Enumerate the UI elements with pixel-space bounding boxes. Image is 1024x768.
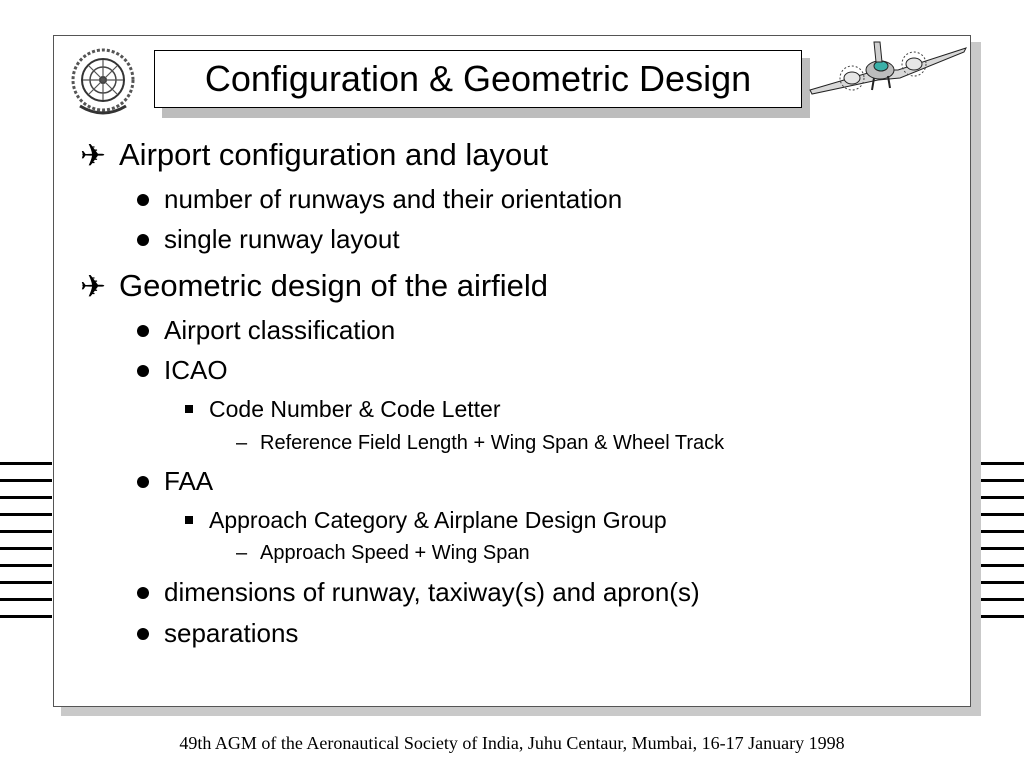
bullet-dot-icon [137,628,149,640]
bullet-square-icon [185,405,193,413]
outline-item [80,269,106,305]
outline-item-text: number of runways and their orientation [164,184,623,214]
dash-bullet-icon: – [236,542,248,564]
outline-item-text: Airport classification [164,315,396,345]
bullet-dot-icon [137,194,149,206]
slide-footer: 49th AGM of the Aeronautical Society of India, Juhu Centaur, Mumbai, 16-17 January 1998 [179,733,845,753]
dash-bullet-icon: – [236,432,248,454]
right-stripes-decoration [980,462,1024,632]
bullet-square-icon [185,516,193,524]
outline-item-text: single runway layout [164,224,400,254]
outline-item-text: Code Number & Code Letter [209,396,501,422]
slide-title: Configuration & Geometric Design [154,50,802,108]
outline-item-text: dimensions of runway, taxiway(s) and apron(s) [164,577,700,607]
bullet-dot-icon [137,234,149,246]
outline-item-text: Geometric design of the airfield [119,268,549,303]
airplane-bullet-icon: ✈ [80,269,106,304]
outline-item-text: Reference Field Length + Wing Span & Wheel Track [260,432,725,454]
outline-item-text: Approach Category & Airplane Design Group [209,507,667,533]
airplane-bullet-icon: ✈ [80,138,106,173]
outline-item-text: FAA [164,466,214,496]
outline-item-text: Airport configuration and layout [119,137,549,172]
airplane-icon [808,40,968,102]
left-stripes-decoration [0,462,52,632]
institute-logo-icon [66,44,140,122]
outline-item-text: Approach Speed + Wing Span [260,542,530,564]
bullet-dot-icon [137,365,149,377]
bullet-dot-icon [137,587,149,599]
outline-item-text: ICAO [164,355,228,385]
outline-item [80,138,106,174]
bullet-dot-icon [137,476,149,488]
outline-item-text: separations [164,618,299,648]
bullet-dot-icon [137,325,149,337]
